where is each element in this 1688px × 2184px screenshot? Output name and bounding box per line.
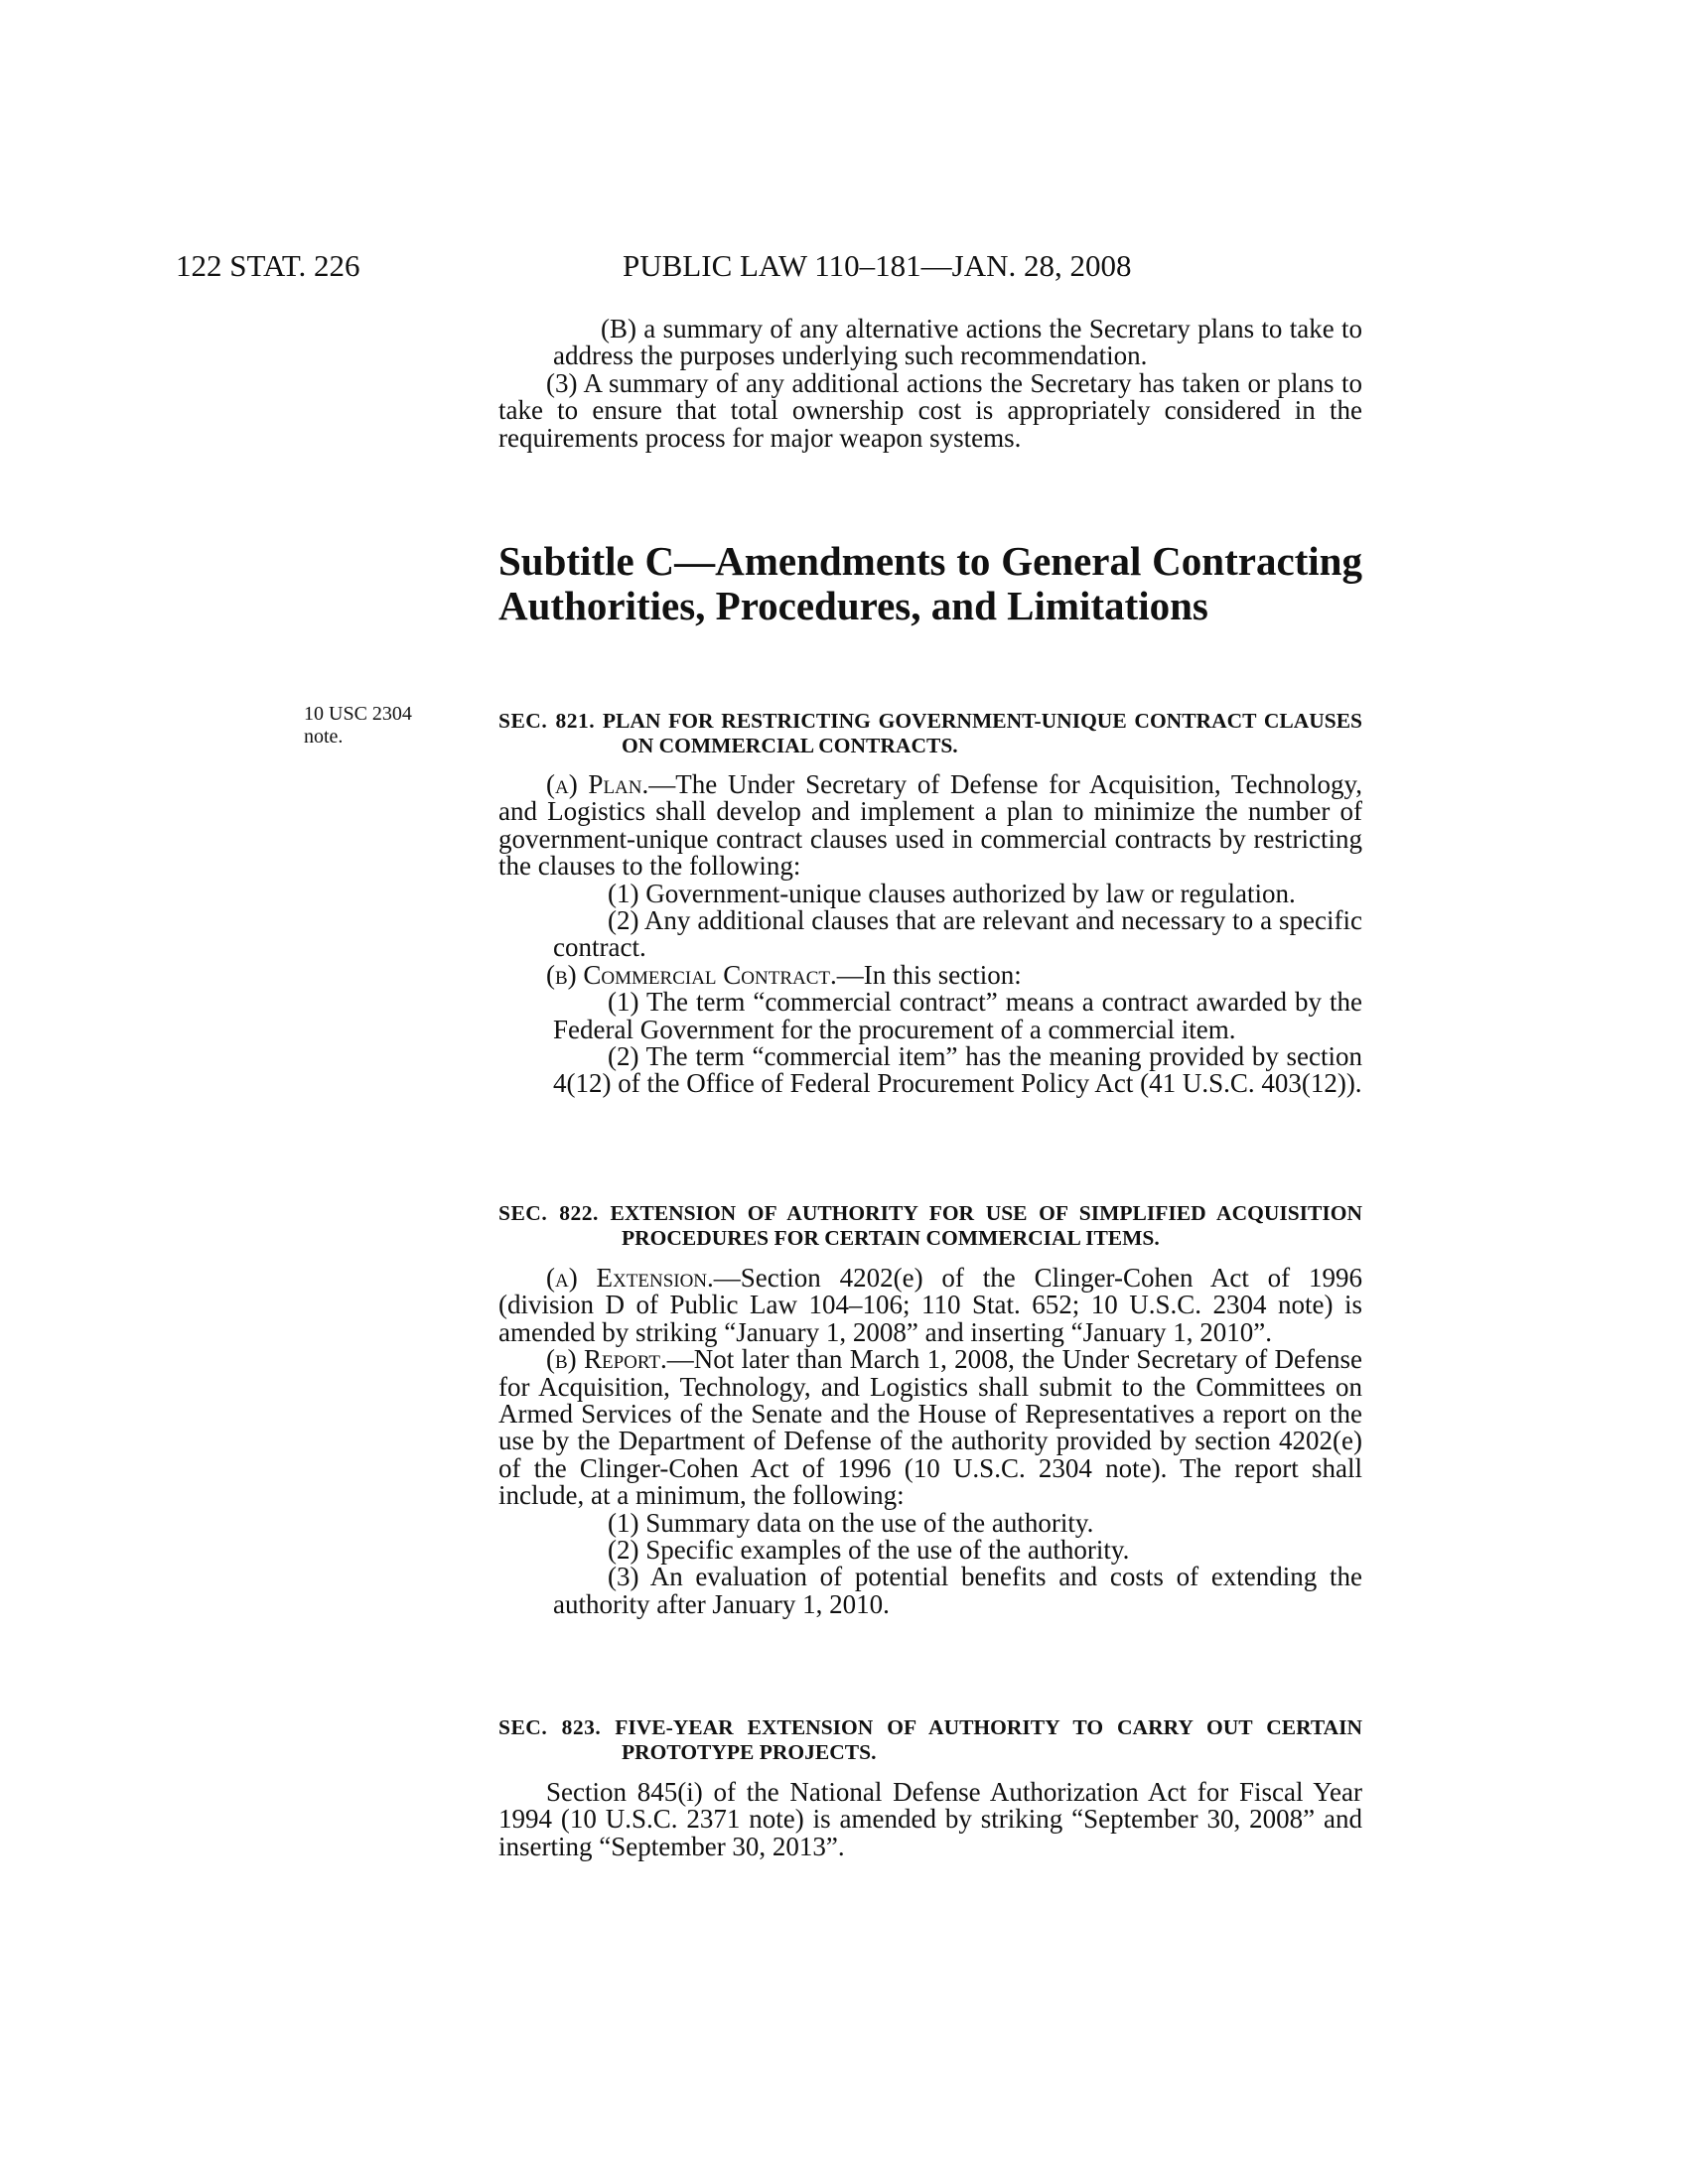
section-822-heading [498,1201,1362,1251]
intro-continuation [498,316,1362,452]
section-822-a-label: (a) Extension. [546,1263,714,1293]
section-822-subsection-b [498,1346,1362,1509]
section-822-b-text: —Not later than March 1, 2008, the Under Secretary of Defense for Acquisition, Technology, and Logistics shall submit to the Committees on Armed Services of the Senate and the House of Representatives a report on the use by the Department of Defense of the authority provided by section 4202(e) of the Clinger-Cohen Act of 1996 (10 U.S.C. 2304 note). The report shall include, at a minimum, the following: [498,1344,1362,1511]
section-821-subsection-a [498,771,1362,881]
stat-page-number: 122 STAT. 226 [176,248,360,283]
margin-note-citation: 10 USC 2304 [304,703,412,725]
paragraph-3-summary: (3) A summary of any additional actions the Secretary has taken or plans to take to ensure that total ownership cost is appropriately considered in the requirements process for major weapon systems. [498,367,1362,453]
section-821-b-label: (b) Commercial Contract. [546,959,837,990]
section-821-b2: (2) The term “commercial item” has the meaning provided by section 4(12) of the Office of Federal Procurement Policy Act (41 U.S.C. 403(12)). [553,1041,1362,1099]
section-821-a1: (1) Government-unique clauses authorized by law or regulation. [608,878,1296,908]
section-822-b1: (1) Summary data on the use of the authority. [608,1507,1094,1538]
section-821-subsection-b [498,959,1362,990]
section-822-b2: (2) Specific examples of the use of the authority. [608,1535,1130,1566]
section-823-heading [498,1715,1362,1765]
section-823 [498,1715,1362,1860]
section-821-b-text: —In this section: [836,959,1022,990]
section-822-number: SEC. 822. [498,1201,599,1225]
paragraph-b-summary: (B) a summary of any alternative actions the Secretary plans to take to address the purposes underlying such recommendation. [553,314,1362,371]
section-821 [498,709,1362,1098]
margin-note [304,703,412,749]
section-823-number: SEC. 823. [498,1715,602,1739]
section-821-heading [498,709,1362,758]
section-821-title: PLAN FOR RESTRICTING GOVERNMENT-UNIQUE CONTRACT CLAUSES ON COMMERCIAL CONTRACTS. [602,709,1363,757]
section-821-a2: (2) Any additional clauses that are relevant and necessary to a specific contract. [553,905,1362,963]
section-823-text: Section 845(i) of the National Defense Authorization Act for Fiscal Year 1994 (10 U.S.C. 2371 note) is amended by striking “September 30, 2008” and inserting “September 30, 2013”. [498,1777,1362,1861]
section-822-b-label: (b) Report. [546,1344,667,1375]
section-823-title: FIVE-YEAR EXTENSION OF AUTHORITY TO CARRY OUT CERTAIN PROTOTYPE PROJECTS. [615,1715,1362,1764]
section-822-subsection-a [498,1265,1362,1346]
section-821-b1: (1) The term “commercial contract” means a contract awarded by the Federal Government for the procurement of a commercial item. [553,987,1362,1044]
public-law-citation: PUBLIC LAW 110–181—JAN. 28, 2008 [623,248,1132,283]
section-821-a-label: (a) Plan. [546,769,649,799]
section-821-number: SEC. 821. [498,709,596,733]
section-822 [498,1201,1362,1618]
margin-note-label: note. [304,726,344,748]
subtitle-heading: Subtitle C—Amendments to General Contracting Authorities, Procedures, and Limitations [498,538,1362,628]
section-822-a-text: —Section 4202(e) of the Clinger-Cohen Act of 1996 (division D of Public Law 104–106; 110 Stat. 652; 10 U.S.C. 2304 note) is amended by striking “January 1, 2008” and inserting “January 1, 2010”. [498,1263,1362,1347]
section-822-title: EXTENSION OF AUTHORITY FOR USE OF SIMPLIFIED ACQUISITION PROCEDURES FOR CERTAIN COMMERCIAL ITEMS. [610,1201,1362,1250]
section-821-a-text: —The Under Secretary of Defense for Acquisition, Technology, and Logistics shall develop and implement a plan to minimize the number of government-unique contract clauses used in commercial contracts by restricting the clauses to the following: [498,769,1362,882]
section-822-b3: (3) An evaluation of potential benefits and costs of extending the authority after January 1, 2010. [553,1562,1362,1619]
